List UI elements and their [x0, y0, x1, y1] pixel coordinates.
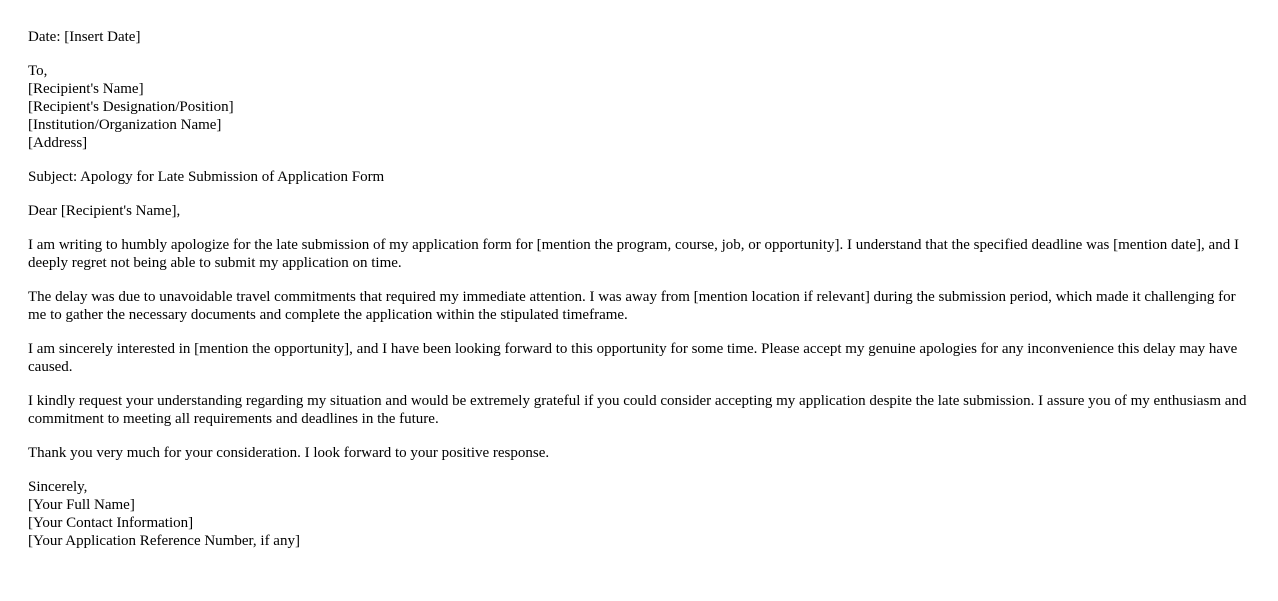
body-paragraph-3: I am sincerely interested in [mention the opportunity], and I have been looking forward to this opportunity for some time. Please accept my genuine apologies for any inconvenience this delay may have caused.	[28, 341, 1238, 375]
body-paragraph-4: I kindly request your understanding regarding my situation and would be extremely grateful if you could consider accepting my application despite the late submission. I assure you of my enthusiasm and commitment to meeting all requirements and deadlines in the future.	[28, 393, 1247, 427]
subject-block	[28, 168, 1250, 186]
subject-line: Subject: Apology for Late Submission of Application Form	[28, 169, 385, 185]
greeting-line: Dear [Recipient's Name],	[28, 203, 181, 219]
letter-document	[28, 28, 1250, 566]
signature-reference: [Your Application Reference Number, if any]	[28, 533, 300, 549]
recipient-block	[28, 62, 1250, 152]
greeting-block	[28, 202, 1250, 220]
recipient-designation: [Recipient's Designation/Position]	[28, 99, 234, 115]
body-paragraph-2: The delay was due to unavoidable travel commitments that required my immediate attention. I was away from [mention location if relevant] during the submission period, which made it challenging for me to gather the necessary documents and complete the application within the stipulated timeframe.	[28, 289, 1236, 323]
recipient-to: To,	[28, 63, 48, 79]
body-paragraph-5: Thank you very much for your consideration. I look forward to your positive response.	[28, 445, 550, 461]
date-block	[28, 28, 1250, 46]
date-line: Date: [Insert Date]	[28, 29, 141, 45]
recipient-name: [Recipient's Name]	[28, 81, 144, 97]
signature-contact: [Your Contact Information]	[28, 515, 194, 531]
signature-closing: Sincerely,	[28, 479, 88, 495]
recipient-institution: [Institution/Organization Name]	[28, 117, 222, 133]
signature-block	[28, 478, 1250, 550]
recipient-address: [Address]	[28, 135, 88, 151]
signature-full-name: [Your Full Name]	[28, 497, 135, 513]
body-paragraph-1: I am writing to humbly apologize for the late submission of my application form for [mention the program, course, job, or opportunity]. I understand that the specified deadline was [mention date], and I deeply regret not being able to submit my application on time.	[28, 237, 1239, 271]
